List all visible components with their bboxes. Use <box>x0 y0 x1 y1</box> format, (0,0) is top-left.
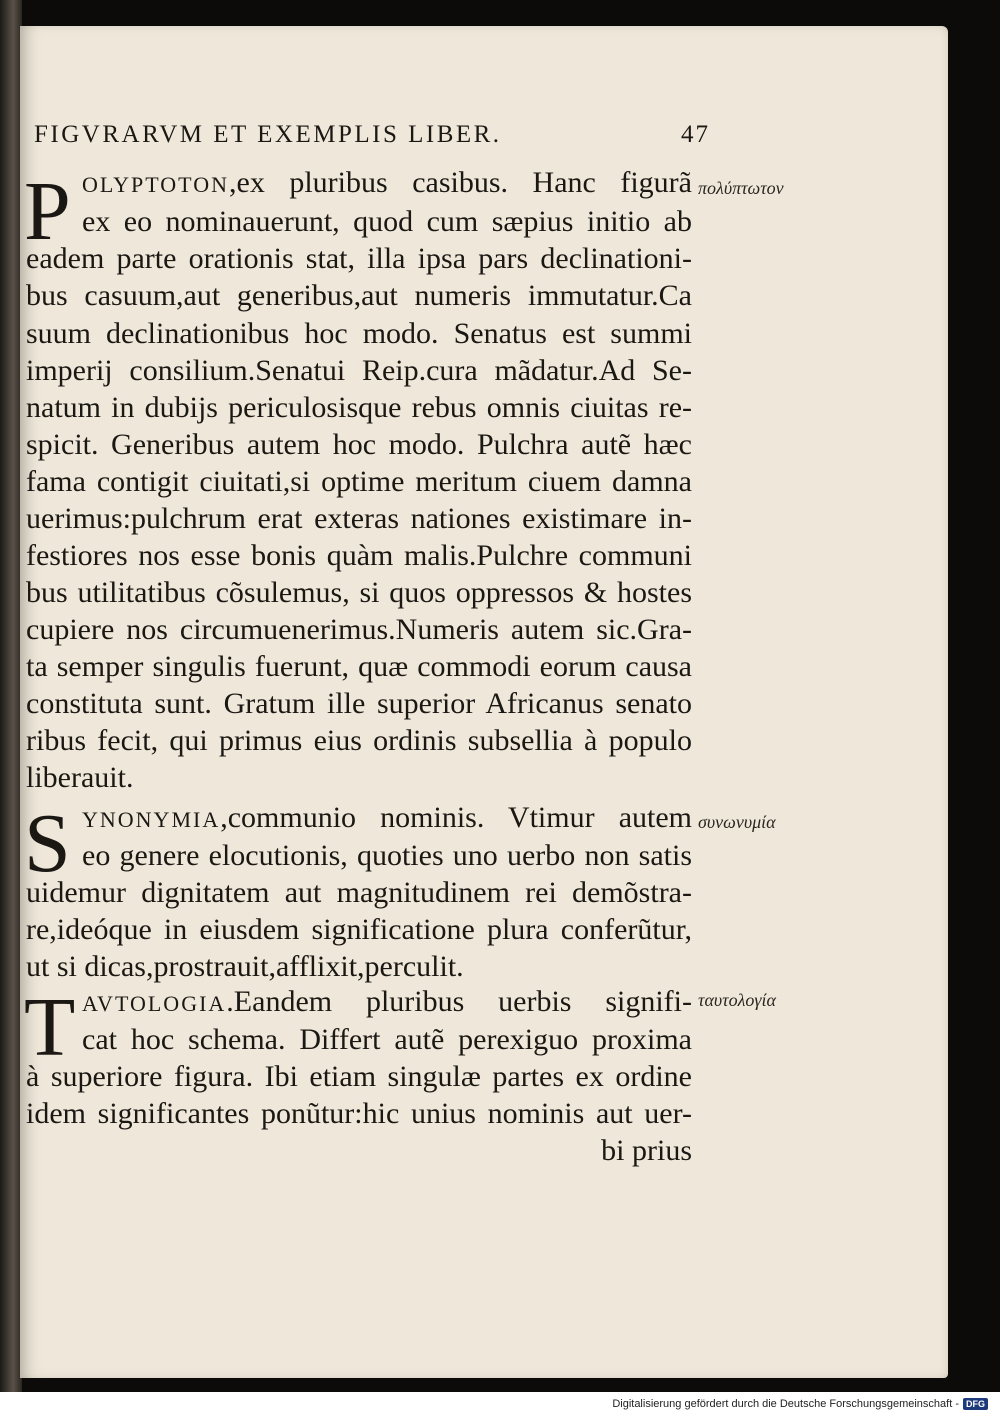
text-line: uidemur dignitatem aut magnitudinem rei demõstra- <box>26 876 692 909</box>
text-line: ta semper singulis fuerunt, quæ commodi eorum causa <box>26 650 692 683</box>
text-line: eo genere elocutionis, quoties uno uerbo non satis <box>82 839 692 872</box>
text-line: spicit. Generibus autem hoc modo. Pulchra autẽ hæc <box>26 428 692 461</box>
drop-cap: T <box>24 981 76 1074</box>
margin-note: ταυτολογία <box>698 990 776 1010</box>
text-line: OLYPTOTON,ex pluribus casibus. Hanc figurã <box>82 166 692 199</box>
dfg-logo: DFG <box>963 1398 988 1410</box>
text-line: imperij consilium.Senatui Reip.cura mãdatur.Ad Se- <box>26 354 692 387</box>
text-line: festiores nos esse bonis quàm malis.Pulchre communi <box>26 539 692 572</box>
text-line: ut si dicas,prostrauit,afflixit,perculit. <box>26 950 464 983</box>
text-line: AVTOLOGIA.Eandem pluribus uerbis signifi- <box>82 985 692 1018</box>
page-number: 47 <box>681 121 710 148</box>
text-line: bus utilitatibus cõsulemus, si quos oppressos & hostes <box>26 576 692 609</box>
running-header <box>34 121 710 149</box>
footer-text: Digitalisierung gefördert durch die Deutsche Forschungsgemeinschaft - <box>612 1398 959 1410</box>
text-line: idem significantes ponũtur:hic unius nominis aut uer- <box>26 1097 692 1130</box>
catchword: bi prius <box>601 1134 692 1167</box>
text-line: liberauit. <box>26 761 134 794</box>
text-line: à superiore figura. Ibi etiam singulæ partes ex ordine <box>26 1060 692 1093</box>
text-line: natum in dubijs periculosisque rebus omnis ciuitas re- <box>26 391 692 424</box>
section-term: YNONYMIA <box>82 807 221 832</box>
header-title: FIGVRARVM ET EXEMPLIS LIBER. <box>34 121 502 148</box>
section-term: OLYPTOTON <box>82 172 229 197</box>
text-line: ribus fecit, qui primus eius ordinis subsellia à populo <box>26 724 692 757</box>
text-line: uerimus:pulchrum erat exteras nationes existimare in- <box>26 502 692 535</box>
text-line: cat hoc schema. Differt autẽ perexiguo proxima <box>82 1023 692 1056</box>
text-line: cupiere nos circumuenerimus.Numeris autem sic.Gra- <box>26 613 692 646</box>
margin-note: πολύπτωτον <box>698 178 784 198</box>
drop-cap: S <box>24 797 71 890</box>
text-line: eadem parte orationis stat, illa ipsa pars declinationi- <box>26 242 692 275</box>
text-line: constituta sunt. Gratum ille superior Africanus senato <box>26 687 692 720</box>
text-line: YNONYMIA,communio nominis. Vtimur autem <box>82 801 692 834</box>
text-line: ex eo nominauerunt, quod cum sæpius initio ab <box>82 205 692 238</box>
drop-cap: P <box>24 165 71 258</box>
margin-note: συνωνυμία <box>698 812 776 832</box>
footer <box>612 1398 988 1410</box>
section-term: AVTOLOGIA <box>82 991 227 1016</box>
text-line: bus casuum,aut generibus,aut numeris immutatur.Ca <box>26 279 692 312</box>
book-page <box>20 26 948 1378</box>
text-line: re,ideóque in eiusdem significatione plura conferũtur, <box>26 913 692 946</box>
text-line: fama contigit ciuitati,si optime meritum ciuem damna <box>26 465 692 498</box>
text-line: suum declinationibus hoc modo. Senatus est summi <box>26 317 692 350</box>
book-spine <box>0 0 22 1392</box>
